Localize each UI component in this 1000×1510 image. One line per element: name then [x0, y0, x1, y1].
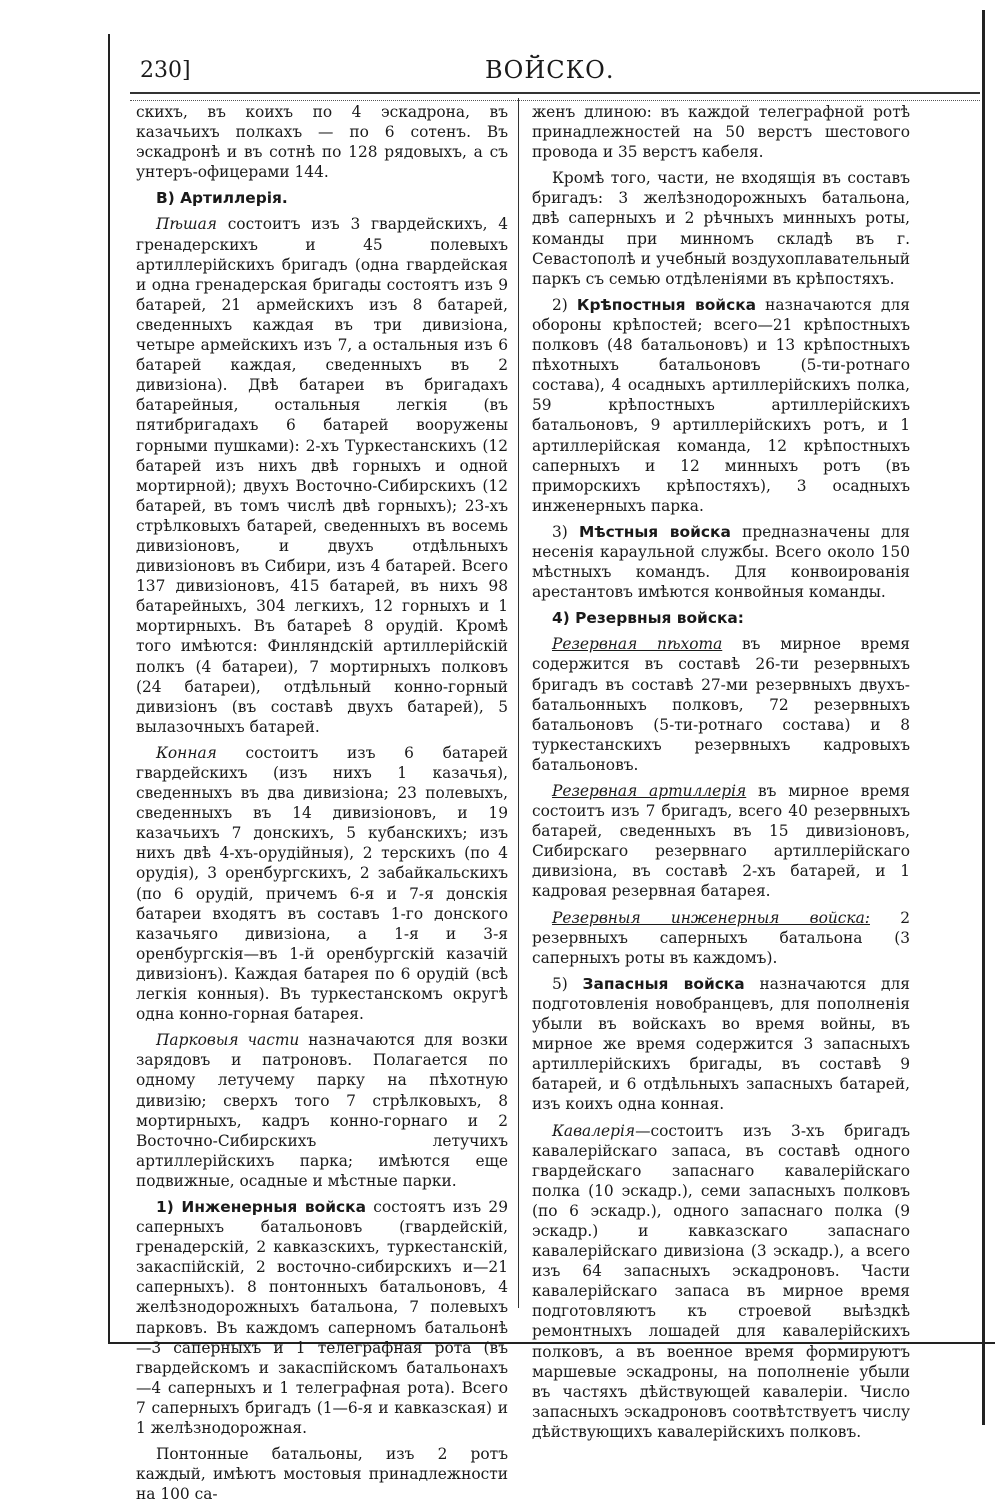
term: Резервная пѣхота [552, 635, 723, 654]
paragraph-text: предназначены для несенія караульной службы. Всего около 150 мѣстныхъ командъ. Для конвоированія арестантовъ имѣются конвойныя команды. [532, 522, 910, 602]
column-divider [518, 98, 519, 1308]
paragraph [136, 214, 508, 736]
paragraph: Кромѣ того, части, не входящія въ составъ бригадъ: 3 желѣзнодорожныхъ батальона, двѣ саперныхъ и 2 рѣчныхъ минныхъ роты, команды при минномъ складѣ въ г. Севастополѣ и учебный воздухоплавательный паркъ съ семью отдѣленіями въ крѣпостяхъ. [532, 169, 910, 288]
paragraph [532, 295, 910, 516]
paragraph: Понтонные батальоны, изъ 2 ротъ каждый, имѣютъ мостовыя принадлежности на 100 са- [136, 1445, 508, 1504]
paragraph [136, 743, 508, 1024]
paragraph-text: —состоитъ изъ 3-хъ бригадъ кавалерійскаго запаса, въ составѣ одного гвардейскаго запаснаго кавалерійскаго полка (10 эскадр.), семи запасныхъ полковъ (по 6 эскадр.), одного запаснаго полка (9 эскадр.) и кавказскаго запаснаго кавалерійскаго дивизіона (3 эскадр.), а всего изъ 64 запасныхъ эскадроновъ. Части кавалерійскаго запаса въ мирное время подготовляютъ къ строевой выѣздкѣ ремонтныхъ лошадей для кавалерійскихъ полковъ, а въ военное время формируютъ маршевые эскадроны, на пополненіе убыли въ частяхъ дѣйствующей кавалеріи. Число запасныхъ эскадроновъ соотвѣтствуетъ числу дѣйствующихъ кавалерійскихъ полковъ. [532, 1121, 910, 1441]
paragraph [532, 781, 910, 902]
paragraph [136, 1197, 508, 1438]
header-rule [130, 92, 980, 101]
left-column [136, 102, 508, 1510]
term: Пѣшая [156, 215, 217, 234]
term: Кавалерія [552, 1121, 636, 1140]
term: Запасныя войска [582, 974, 745, 993]
term: Парковыя части [156, 1031, 300, 1050]
right-column [532, 102, 910, 1448]
section-heading-reserve: 4) Резервныя войска: [552, 609, 744, 628]
paragraph-text: назначаются для обороны крѣпостей; всего—21 крѣпостныхъ полковъ (48 батальоновъ) и 13 крѣпостныхъ пѣхотныхъ батальоновъ (5-ти-ротнаго состава), 4 осадныхъ артиллерійскихъ полка, 59 крѣпостныхъ артиллерійскихъ батальоновъ, 9 артиллерійскихъ ротъ, и 1 артиллерійская команда, 12 крѣпостныхъ саперныхъ и 12 минныхъ ротъ (въ приморскихъ крѣпостяхъ), 3 осадныхъ инженерныхъ парка. [532, 295, 910, 515]
paragraph-text: состоитъ изъ 6 батарей гвардейскихъ (изъ нихъ 1 казачья), сведенныхъ въ два дивизіона; 23 полевыхъ, сведенныхъ въ 14 дивизіоновъ, и 19 казачьихъ 7 донскихъ, 5 кубанскихъ; изъ нихъ двѣ 4-хъ-орудійныя), 2 терскихъ (по 4 орудія), 3 оренбургскихъ, 2 забайкальскихъ (по 6 орудій, причемъ 6-я и 7-я донскія батареи входятъ въ составъ 1-го донского казачьяго дивизіона, а 1-я и 3-я оренбургскія—въ 1-й оренбургскій казачій дивизіонъ). Каждая батарея по 6 орудій (всѣ легкія конныя). Въ туркестанскомъ округѣ одна конно-горная батарея. [136, 743, 508, 1024]
paragraph [532, 634, 910, 775]
section-heading-artillery: В) Артиллерія. [156, 189, 288, 208]
list-number: 3) [552, 522, 580, 541]
paragraph: женъ длиною: въ каждой телеграфной ротѣ принадлежностей на 50 верстъ шестового провода и 35 верстъ кабеля. [532, 103, 910, 162]
paragraph-text: 2 резервныхъ саперныхъ батальона (3 саперныхъ роты въ каждомъ). [532, 908, 910, 967]
list-number: 5) [552, 974, 583, 993]
paragraph [532, 974, 910, 1115]
paragraph [136, 1030, 508, 1191]
list-number: 2) [552, 295, 577, 314]
paragraph [532, 908, 910, 968]
paragraph [532, 1121, 910, 1443]
term: 1) Инженерныя войска [156, 1197, 366, 1216]
running-title: ВОЙСКО. [485, 56, 615, 84]
paragraph: скихъ, въ коихъ по 4 эскадрона, въ казачьихъ полкахъ — по 6 сотенъ. Въ эскадронѣ и въ сотнѣ по 128 рядовыхъ, а съ унтеръ-офицерами 144. [136, 103, 508, 182]
term: Резервныя инженерныя войска: [552, 908, 870, 927]
term: Резервная артиллерія [552, 782, 747, 800]
page-number: 230] [140, 58, 191, 83]
term: Крѣпостныя войска [576, 295, 757, 314]
paragraph-text: назначаются для возки зарядовъ и патроновъ. Полагается по одному летучему парку на пѣхотную дивизію; сверхъ того 7 стрѣлковыхъ, 8 мортирныхъ, кадръ конно-горнаго и 2 Восточно-Сибирскихъ летучихъ артиллерійскихъ парка; имѣются еще подвижные, осадные и мѣстные парки. [136, 1031, 508, 1190]
page-header [140, 52, 970, 92]
paragraph-text: въ мирное время содержится въ составѣ 26-ти резервныхъ бригадъ въ составѣ 27-ми резервныхъ двухъ-батальонныхъ полковъ, 72 резервныхъ батальоновъ (5-ти-ротнаго состава) и 8 туркестанскихъ резервныхъ кадровыхъ батальоновъ. [532, 635, 910, 774]
paragraph [532, 522, 910, 602]
term: Мѣстныя войска [579, 522, 731, 541]
term: Конная [156, 743, 217, 762]
paragraph-text: состоитъ изъ 3 гвардейскихъ, 4 гренадерскихъ и 45 полевыхъ артиллерійскихъ бригадъ (одна гвардейская и одна гренадерская бригады состоятъ изъ 9 батарей, 21 армейскихъ изъ 8 батарей, сведенныхъ каждая въ три дивизіона, четыре армейскихъ изъ 7, а остальныя изъ 6 батарей каждая, сведенныхъ въ 2 дивизіона). Двѣ батареи въ бригадахъ батарейныя, остальныя легкія (въ пятибригадахъ 6 батарей вооружены горными пушками): 2-хъ Туркестанскихъ (12 батарей изъ нихъ двѣ горныхъ и одной мортирной); двухъ Восточно-Сибирскихъ (12 батарей, въ томъ числѣ двѣ горныхъ); 23-хъ стрѣлковыхъ батарей, сведенныхъ въ восемь дивизіоновъ, и двухъ отдѣльныхъ дивизіоновъ въ Сибири, изъ 4 батарей. Всего 137 дивизіоновъ, 415 батарей, въ нихъ 98 батарейныхъ, 304 легкихъ, 12 горныхъ и 1 мортирныхъ. Въ батареѣ 8 орудій. Кромѣ того имѣются: Финляндскій артиллерійскій полкъ (4 батареи), 7 мортирныхъ полковъ (24 батареи), отдѣльный конно-горный дивизіонъ (въ составѣ двухъ батарей), 5 вылазочныхъ батарей. [136, 215, 508, 736]
paragraph-text: назначаются для подготовленія новобранцевъ, для пополненія убыли въ войскахъ во время войны, въ мирное же время содержится 3 запасныхъ артиллерійскихъ бригады, въ составѣ 9 батарей, и 6 отдѣльныхъ запасныхъ батарей, изъ коихъ одна конная. [532, 974, 910, 1114]
paragraph-text: въ мирное время состоитъ изъ 7 бригадъ, всего 40 резервныхъ батарей, сведенныхъ въ 15 дивизіоновъ, Сибирскаго резервнаго артиллерійскаго дивизіона, въ составѣ 2-хъ батарей, и 1 кадровая резервная батарея. [532, 782, 910, 901]
paragraph-text: состоятъ изъ 29 саперныхъ батальоновъ (гвардейскій, гренадерскій, 2 кавказскихъ, туркестанскій, закаспійскій, 2 восточно-сибирскихъ и—21 саперныхъ). 8 понтонныхъ батальоновъ, 4 желѣзнодорожныхъ батальона, 7 полевыхъ парковъ. Въ каждомъ саперномъ батальонѣ—3 саперныхъ и 1 телеграфная рота (въ гвардейскомъ и закаспійскомъ батальонахъ—4 саперныхъ и 1 телеграфная рота). Всего 7 саперныхъ бригадъ (1—6-я и кавказская) и 1 желѣзнодорожная. [136, 1197, 508, 1437]
